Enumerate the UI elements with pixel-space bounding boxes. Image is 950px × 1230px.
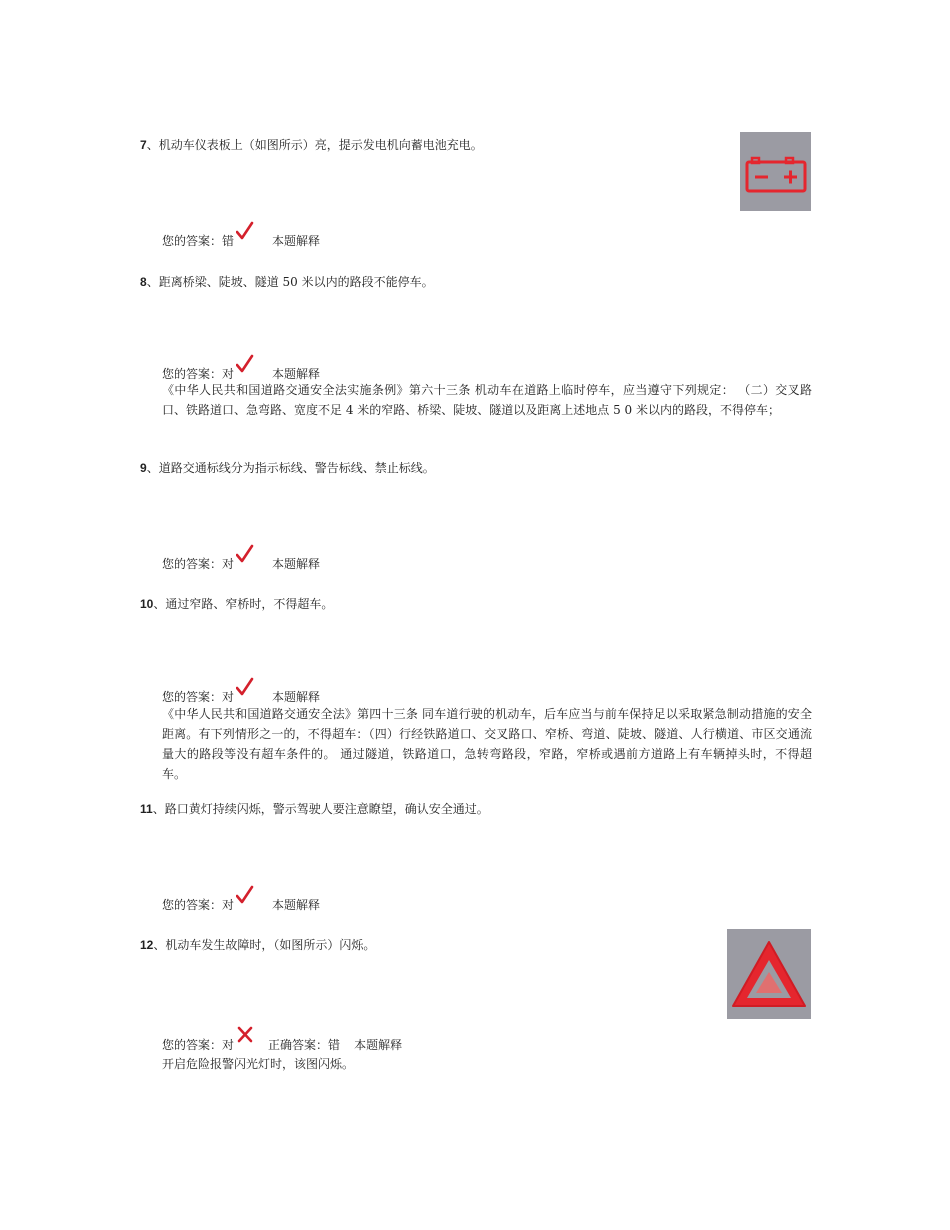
explain-link[interactable]: 本题解释: [354, 1038, 403, 1052]
correct-answer-value: 错: [328, 1038, 341, 1052]
question-text: 、道路交通标线分为指示标线、警告标线、禁止标线。: [146, 461, 435, 475]
answer-value: 对: [222, 690, 235, 704]
answer-label: 您的答案：: [162, 557, 223, 571]
cross-icon: [236, 1035, 254, 1049]
battery-warning-image: [740, 132, 811, 211]
question-number: 7: [140, 138, 147, 152]
answer-label: 您的答案：: [162, 898, 223, 912]
question-7: [140, 136, 483, 153]
explain-link[interactable]: 本题解释: [272, 690, 321, 704]
hazard-warning-image: [727, 929, 811, 1019]
check-icon: [236, 895, 254, 909]
explain-link[interactable]: 本题解释: [272, 557, 321, 571]
battery-warning-icon: [740, 132, 811, 211]
answer-value: 对: [222, 1038, 235, 1052]
question-11: [140, 800, 489, 817]
answer-label: 您的答案：: [162, 1038, 223, 1052]
answer-value: 错: [222, 234, 235, 248]
check-icon: [236, 364, 254, 378]
question-text: 、距离桥梁、陡坡、隧道 50 米以内的路段不能停车。: [146, 275, 434, 289]
explain-link[interactable]: 本题解释: [272, 898, 321, 912]
check-icon: [236, 687, 254, 701]
hazard-warning-icon: [727, 929, 811, 1019]
answer-label: 您的答案：: [162, 234, 223, 248]
correct-answer-label: 正确答案：: [268, 1038, 329, 1052]
question-text: 、机动车发生故障时，（如图所示）闪烁。: [153, 938, 376, 952]
question-number: 11: [140, 802, 153, 816]
explanation-text: 《中华人民共和国道路交通安全法实施条例》第六十三条 机动车在道路上临时停车，应当遵守下列规定： （二）交叉路口、铁路道口、急弯路、宽度不足 4 米的窄路、桥梁、陡坡、隧道以及距离上述地点 5 0 米以内的路段，不得停车；: [162, 383, 812, 417]
answer-value: 对: [222, 557, 235, 571]
answer-line-9: [162, 554, 320, 572]
answer-value: 对: [222, 898, 235, 912]
answer-label: 您的答案：: [162, 367, 223, 381]
question-number: 8: [140, 275, 147, 289]
answer-label: 您的答案：: [162, 690, 223, 704]
question-number: 10: [140, 597, 154, 611]
answer-value: 对: [222, 367, 235, 381]
question-number: 12: [140, 938, 154, 952]
explain-link[interactable]: 本题解释: [272, 367, 321, 381]
explain-link[interactable]: 本题解释: [272, 234, 321, 248]
check-icon: [236, 554, 254, 568]
question-text: 、路口黄灯持续闪烁，警示驾驶人要注意瞭望，确认安全通过。: [152, 802, 489, 816]
question-10: [140, 595, 333, 612]
question-text: 、通过窄路、窄桥时，不得超车。: [153, 597, 334, 611]
question-number: 9: [140, 461, 147, 475]
question-text: 、机动车仪表板上（如图所示）亮，提示发电机向蓄电池充电。: [146, 138, 483, 152]
question-9: [140, 459, 435, 476]
check-icon: [236, 231, 254, 245]
question-12: [140, 936, 375, 953]
answer-line-11: [162, 895, 320, 913]
explanation-text: 《中华人民共和国道路交通安全法》第四十三条 同车道行驶的机动车，后车应当与前车保持足以采取紧急制动措施的安全距离。有下列情形之一的，不得超车：（四）行经铁路道口、交叉路口、窄桥、弯道、陡坡、隧道、人行横道、市区交通流量大的路段等没有超车条件的。 通过隧道，铁路道口，急转弯路段，窄路，窄桥或遇前方道路上有车辆掉头时，不得超车。: [162, 707, 812, 781]
explanation-text: 开启危险报警闪光灯时，该图闪烁。: [162, 1057, 355, 1071]
answer-line-10: [162, 687, 320, 705]
answer-line-12: [162, 1035, 402, 1053]
question-8: [140, 273, 434, 290]
answer-line-7: [162, 231, 320, 249]
